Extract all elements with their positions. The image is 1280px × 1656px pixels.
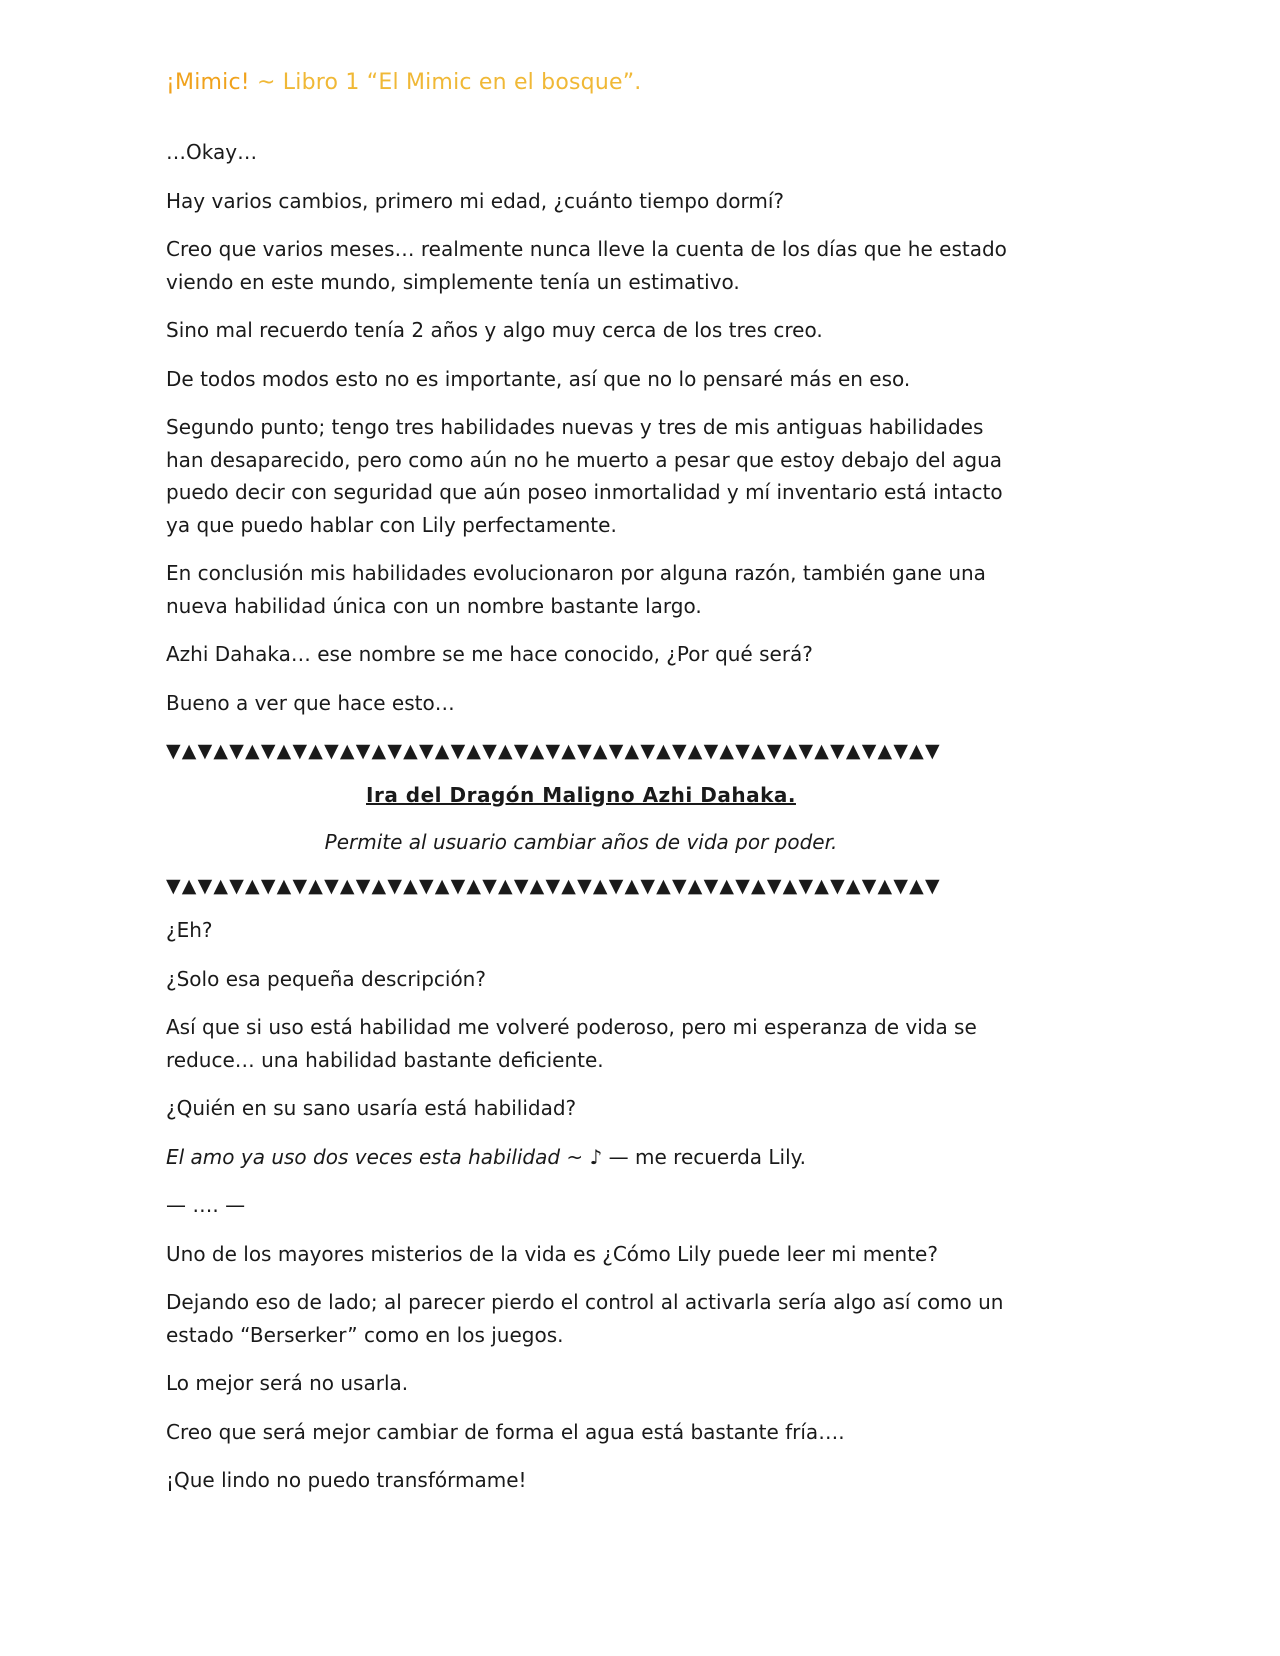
paragraph: Segundo punto; tengo tres habilidades nuevas y tres de mis antiguas habilidades han desaparecido, pero como aún no he muerto a pesar que estoy debajo del agua puedo decir con seguridad que aún poseo inmortalidad y mí inventario está intacto ya que puedo hablar con Lily perfectamente. (166, 415, 1003, 537)
paragraph: Bueno a ver que hace esto… (166, 690, 455, 715)
paragraph: Dejando eso de lado; al parecer pierdo el control al activarla sería algo así como un estado “Berserker” como en los juegos. (166, 1290, 1004, 1347)
triangle-divider-bottom: ▼▲▼▲▼▲▼▲▼▲▼▲▼▲▼▲▼▲▼▲▼▲▼▲▼▲▼▲▼▲▼▲▼▲▼▲▼▲▼▲▼▲▼▲▼▲▼▲▼ (166, 875, 941, 897)
paragraph: — …. — (166, 1193, 246, 1217)
paragraph: ¿Eh? (166, 918, 213, 942)
skill-description: Permite al usuario cambiar años de vida por poder. (324, 829, 838, 854)
paragraph: Uno de los mayores misterios de la vida es ¿Cómo Lily puede leer mi mente? (166, 1241, 938, 1266)
paragraph: ¿Quién en su sano usaría está habilidad? (166, 1096, 577, 1120)
document-body (166, 136, 1016, 1513)
paragraph: Creo que varios meses… realmente nunca lleve la cuenta de los días que he estado viendo en este mundo, simplemente tenía un estimativo. (166, 237, 1007, 294)
paragraph: …Okay… (166, 140, 258, 164)
paragraph: Lo mejor será no usarla. (166, 1371, 409, 1395)
triangle-divider-top: ▼▲▼▲▼▲▼▲▼▲▼▲▼▲▼▲▼▲▼▲▼▲▼▲▼▲▼▲▼▲▼▲▼▲▼▲▼▲▼▲▼▲▼▲▼▲▼▲▼ (166, 740, 941, 762)
lily-speech: El amo ya uso dos veces esta habilidad ~ ♪ (166, 1144, 603, 1169)
paragraph: ¿Solo esa pequeña descripción? (166, 966, 486, 991)
page-header (166, 70, 642, 95)
lily-dialogue-line (166, 1141, 1016, 1174)
header-subtitle: ~ Libro 1 “El Mimic en el bosque”. (249, 70, 642, 95)
lily-attribution: — me recuerda Lily. (602, 1144, 807, 1169)
paragraph: Hay varios cambios, primero mi edad, ¿cuánto tiempo dormí? (166, 188, 785, 213)
paragraph: ¡Que lindo no puedo transfórmame! (166, 1468, 527, 1492)
paragraph: En conclusión mis habilidades evolucionaron por alguna razón, también gane una nueva habilidad única con un nombre bastante largo. (166, 561, 986, 618)
skill-title: Ira del Dragón Maligno Azhi Dahaka. (366, 783, 796, 807)
header-brand: ¡Mimic! (166, 70, 250, 95)
paragraph: Sino mal recuerdo tenía 2 años y algo muy cerca de los tres creo. (166, 318, 823, 342)
paragraph: De todos modos esto no es importante, así que no lo pensaré más en eso. (166, 366, 911, 391)
paragraph: Así que si uso está habilidad me volveré poderoso, pero mi esperanza de vida se reduce… una habilidad bastante deficiente. (166, 1015, 977, 1072)
paragraph: Creo que será mejor cambiar de forma el agua está bastante fría…. (166, 1419, 845, 1444)
paragraph: Azhi Dahaka… ese nombre se me hace conocido, ¿Por qué será? (166, 642, 813, 666)
